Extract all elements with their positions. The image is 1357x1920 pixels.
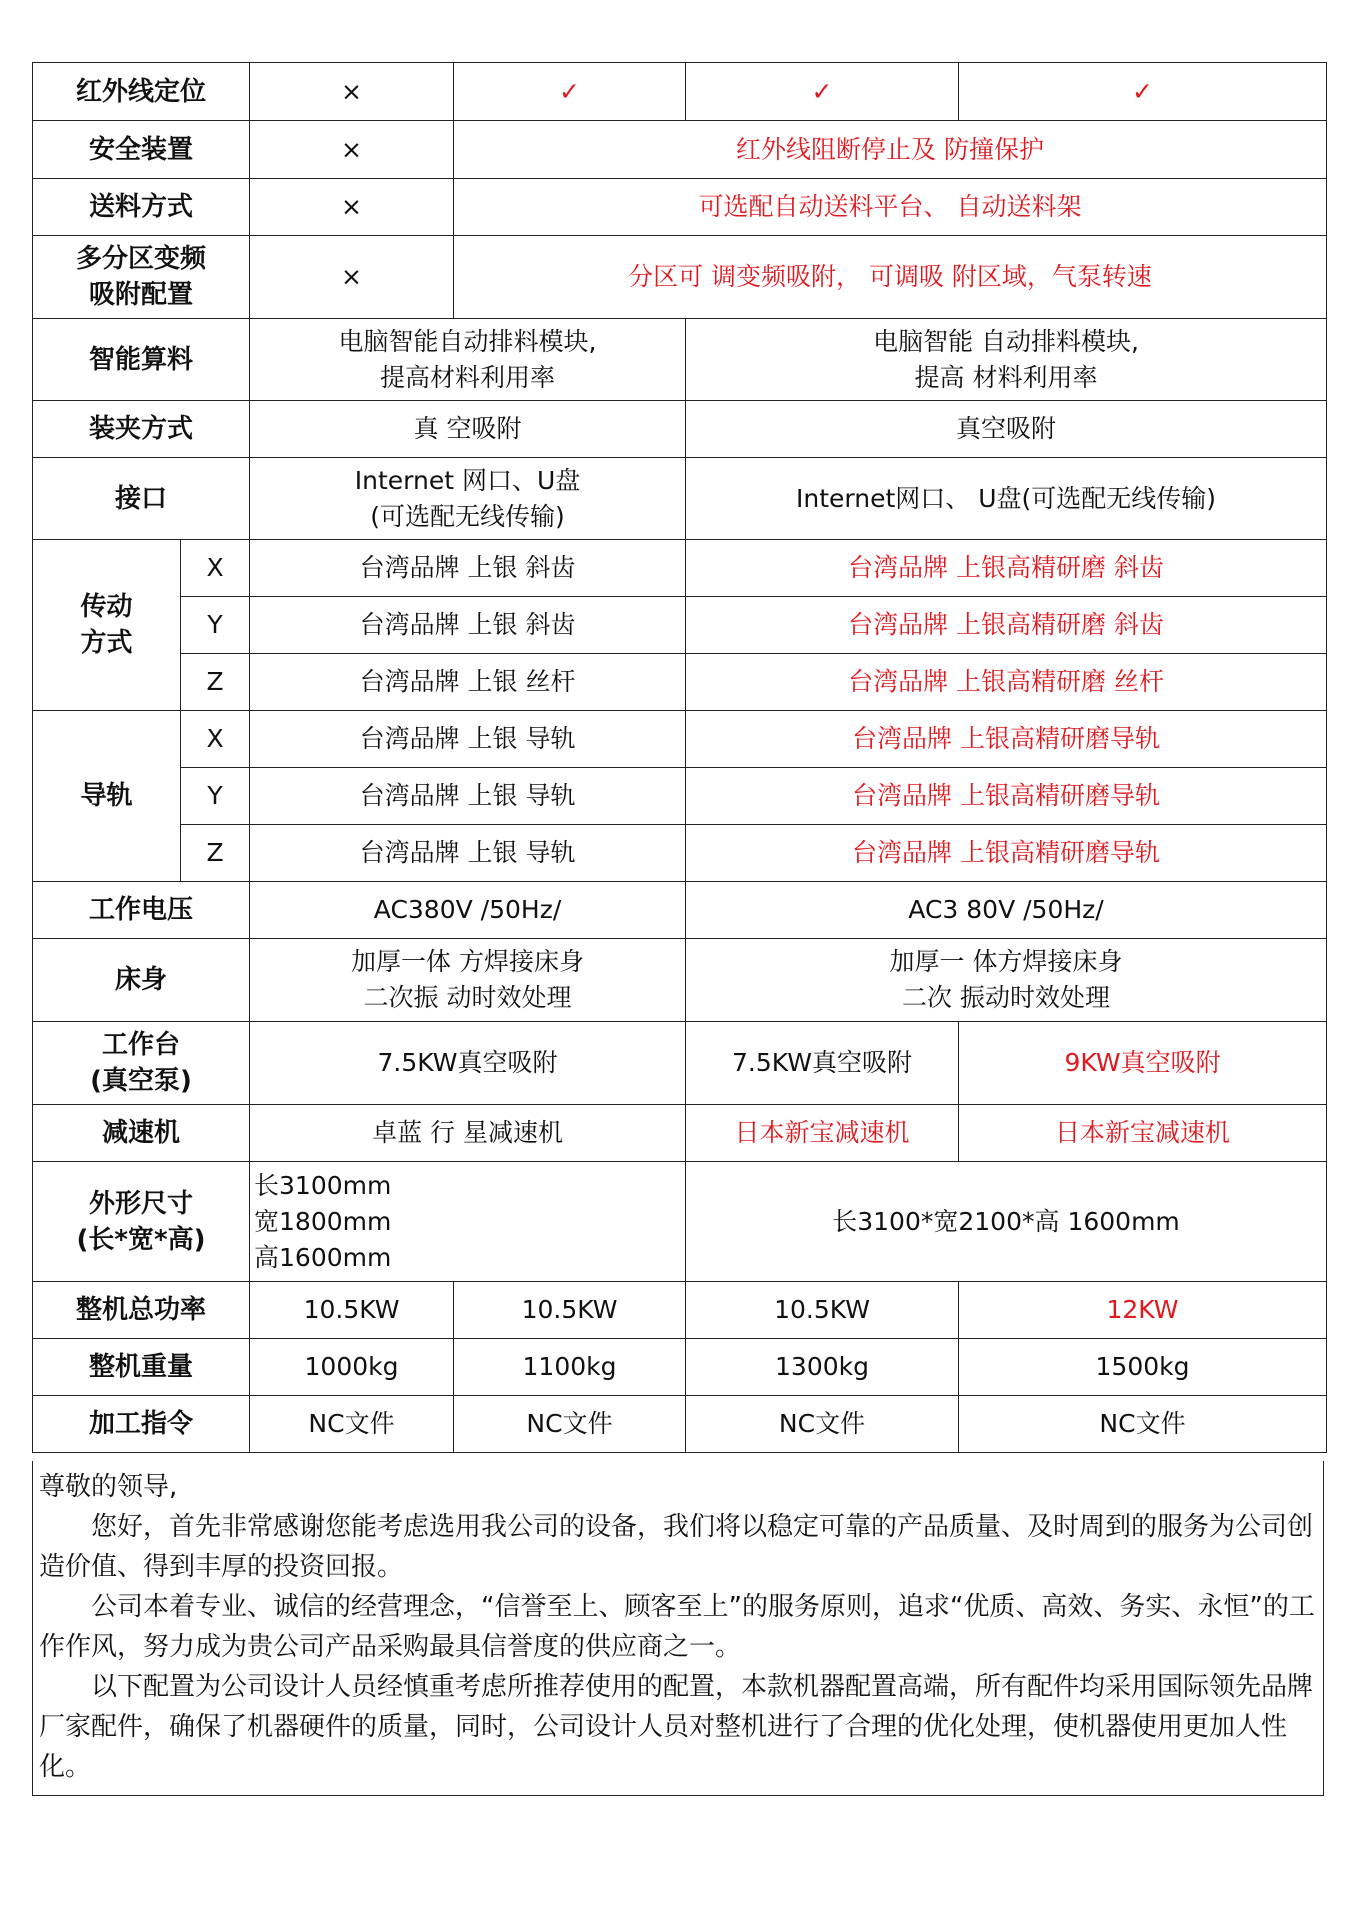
cell-value: NC文件 bbox=[959, 1396, 1327, 1453]
axis-label: Y bbox=[181, 597, 250, 654]
row-label: 智能算料 bbox=[33, 319, 250, 401]
row-label: 红外线定位 bbox=[33, 63, 250, 121]
row-label: 安全装置 bbox=[33, 121, 250, 179]
cell-value: NC文件 bbox=[250, 1396, 454, 1453]
row-label: 加工指令 bbox=[33, 1396, 250, 1453]
label-line: 吸附配置 bbox=[89, 280, 194, 310]
cell-value bbox=[686, 939, 1327, 1022]
cell-value: NC文件 bbox=[686, 1396, 959, 1453]
row-clamping bbox=[33, 401, 1327, 458]
text-line: 提高材料利用率 bbox=[380, 362, 556, 392]
cell-value: 台湾品牌 上银 导轨 bbox=[250, 825, 686, 882]
row-reducer bbox=[33, 1105, 1327, 1162]
cell-value: 台湾品牌 上银高精研磨 斜齿 bbox=[686, 597, 1327, 654]
text-line: 加厚一 体方焊接床身 bbox=[889, 947, 1123, 976]
axis-label: Z bbox=[181, 825, 250, 882]
cell-value: 10.5KW bbox=[250, 1282, 454, 1339]
cross-icon: × bbox=[250, 236, 454, 319]
text-line: 高1600mm bbox=[254, 1242, 392, 1272]
row-label: 整机重量 bbox=[33, 1339, 250, 1396]
label-line: 传动 bbox=[80, 592, 133, 622]
check-icon: ✓ bbox=[454, 63, 686, 121]
row-rail-y bbox=[33, 768, 1327, 825]
axis-label: X bbox=[181, 540, 250, 597]
row-safety bbox=[33, 121, 1327, 179]
cell-value: 台湾品牌 上银 导轨 bbox=[250, 711, 686, 768]
row-label: 导轨 bbox=[33, 711, 181, 882]
spec-table bbox=[32, 62, 1327, 1453]
check-icon: ✓ bbox=[959, 63, 1327, 121]
label-line: 工作台 bbox=[102, 1030, 181, 1060]
cell-value: 台湾品牌 上银高精研磨 丝杆 bbox=[686, 654, 1327, 711]
cell-value: 长3100*宽2100*高 1600mm bbox=[686, 1162, 1327, 1282]
cell-value: 真空吸附 bbox=[686, 401, 1327, 458]
cell-value: 台湾品牌 上银 斜齿 bbox=[250, 540, 686, 597]
cell-value: 1500kg bbox=[959, 1339, 1327, 1396]
text-line: Internet 网口、U盘 bbox=[354, 465, 581, 495]
cell-value: 1000kg bbox=[250, 1339, 454, 1396]
row-label: 整机总功率 bbox=[33, 1282, 250, 1339]
row-bed bbox=[33, 939, 1327, 1022]
row-transmission-x bbox=[33, 540, 1327, 597]
row-worktable bbox=[33, 1022, 1327, 1105]
cell-value: 10.5KW bbox=[454, 1282, 686, 1339]
text-line: 宽1800mm bbox=[254, 1206, 392, 1236]
axis-label: Y bbox=[181, 768, 250, 825]
row-label: 减速机 bbox=[33, 1105, 250, 1162]
letter-paragraph: 您好，首先非常感谢您能考虑选用我公司的设备，我们将以稳定可靠的产品质量、及时周到的服务为公司创造价值、得到丰厚的投资回报。 bbox=[39, 1512, 1314, 1582]
text-line: 长3100mm bbox=[254, 1170, 392, 1200]
text-line: 电脑智能自动排料模块, bbox=[338, 326, 597, 356]
cell-value: NC文件 bbox=[454, 1396, 686, 1453]
row-label: 接口 bbox=[33, 458, 250, 540]
cell-value: 12KW bbox=[959, 1282, 1327, 1339]
row-rail-z bbox=[33, 825, 1327, 882]
label-line: 多分区变频 bbox=[76, 244, 207, 274]
text-line: 加厚一体 方焊接床身 bbox=[351, 947, 584, 976]
row-infrared bbox=[33, 63, 1327, 121]
row-voltage bbox=[33, 882, 1327, 939]
row-rail-x bbox=[33, 711, 1327, 768]
cell-value: 台湾品牌 上银 导轨 bbox=[250, 768, 686, 825]
row-label bbox=[33, 1022, 250, 1105]
cell-value bbox=[250, 939, 686, 1022]
label-line: (长*宽*高) bbox=[76, 1224, 206, 1255]
cross-icon: × bbox=[250, 63, 454, 121]
cross-icon: × bbox=[250, 121, 454, 179]
cell-value: Internet网口、 U盘(可选配无线传输) bbox=[686, 458, 1327, 540]
cover-letter bbox=[32, 1461, 1324, 1796]
cell-value: 台湾品牌 上银高精研磨导轨 bbox=[686, 768, 1327, 825]
axis-label: Z bbox=[181, 654, 250, 711]
cell-value: 1300kg bbox=[686, 1339, 959, 1396]
cell-value: 真 空吸附 bbox=[250, 401, 686, 458]
cell-value: 1100kg bbox=[454, 1339, 686, 1396]
row-label: 工作电压 bbox=[33, 882, 250, 939]
cross-icon: × bbox=[250, 179, 454, 236]
cell-value: 台湾品牌 上银高精研磨导轨 bbox=[686, 711, 1327, 768]
cell-value: 卓蓝 行 星减速机 bbox=[250, 1105, 686, 1162]
cell-value bbox=[250, 319, 686, 401]
row-label: 床身 bbox=[33, 939, 250, 1022]
cell-value: 可选配自动送料平台、 自动送料架 bbox=[454, 179, 1327, 236]
cell-value bbox=[686, 319, 1327, 401]
label-line: 外形尺寸 bbox=[89, 1188, 194, 1219]
cell-value bbox=[250, 458, 686, 540]
row-power bbox=[33, 1282, 1327, 1339]
cell-value: AC380V /50Hz/ bbox=[250, 882, 686, 939]
row-command bbox=[33, 1396, 1327, 1453]
cell-value bbox=[250, 1162, 686, 1282]
row-label bbox=[33, 1162, 250, 1282]
cell-value: 台湾品牌 上银 丝杆 bbox=[250, 654, 686, 711]
cell-value: 台湾品牌 上银高精研磨 斜齿 bbox=[686, 540, 1327, 597]
row-transmission-z bbox=[33, 654, 1327, 711]
cell-value: 台湾品牌 上银高精研磨导轨 bbox=[686, 825, 1327, 882]
cell-value: 分区可 调变频吸附， 可调吸 附区域，气泵转速 bbox=[454, 236, 1327, 319]
row-interface bbox=[33, 458, 1327, 540]
cell-value: 日本新宝减速机 bbox=[959, 1105, 1327, 1162]
cell-value: 红外线阻断停止及 防撞保护 bbox=[454, 121, 1327, 179]
row-nesting bbox=[33, 319, 1327, 401]
check-icon: ✓ bbox=[686, 63, 959, 121]
cell-value: 7.5KW真空吸附 bbox=[686, 1022, 959, 1105]
cell-value: 日本新宝减速机 bbox=[686, 1105, 959, 1162]
axis-label: X bbox=[181, 711, 250, 768]
letter-paragraph: 公司本着专业、诚信的经营理念，“信誉至上、顾客至上”的服务原则，追求“优质、高效、务实、永恒”的工作作风，努力成为贵公司产品采购最具信誉度的供应商之一。 bbox=[39, 1592, 1315, 1662]
row-transmission-y bbox=[33, 597, 1327, 654]
cell-value: 9KW真空吸附 bbox=[959, 1022, 1327, 1105]
cell-value: 10.5KW bbox=[686, 1282, 959, 1339]
row-feeding bbox=[33, 179, 1327, 236]
label-line: (真空泵) bbox=[90, 1066, 192, 1096]
text-line: 二次 振动时效处理 bbox=[902, 983, 1110, 1012]
text-line: 提高 材料利用率 bbox=[914, 362, 1098, 392]
row-zones bbox=[33, 236, 1327, 319]
text-line: (可选配无线传输) bbox=[370, 501, 565, 531]
row-weight bbox=[33, 1339, 1327, 1396]
cell-value: AC3 80V /50Hz/ bbox=[686, 882, 1327, 939]
row-label bbox=[33, 540, 181, 711]
text-line: 电脑智能 自动排料模块, bbox=[873, 326, 1139, 356]
row-size bbox=[33, 1162, 1327, 1282]
letter-paragraph: 以下配置为公司设计人员经慎重考虑所推荐使用的配置，本款机器配置高端，所有配件均采用国际领先品牌厂家配件，确保了机器硬件的质量，同时，公司设计人员对整机进行了合理的优化处理，使机器使用更加人性化。 bbox=[39, 1672, 1314, 1782]
row-label bbox=[33, 236, 250, 319]
cell-value: 7.5KW真空吸附 bbox=[250, 1022, 686, 1105]
letter-salutation: 尊敬的领导, bbox=[39, 1472, 178, 1502]
cell-value: 台湾品牌 上银 斜齿 bbox=[250, 597, 686, 654]
row-label: 装夹方式 bbox=[33, 401, 250, 458]
label-line: 方式 bbox=[80, 628, 133, 658]
text-line: 二次振 动时效处理 bbox=[363, 983, 572, 1012]
row-label: 送料方式 bbox=[33, 179, 250, 236]
